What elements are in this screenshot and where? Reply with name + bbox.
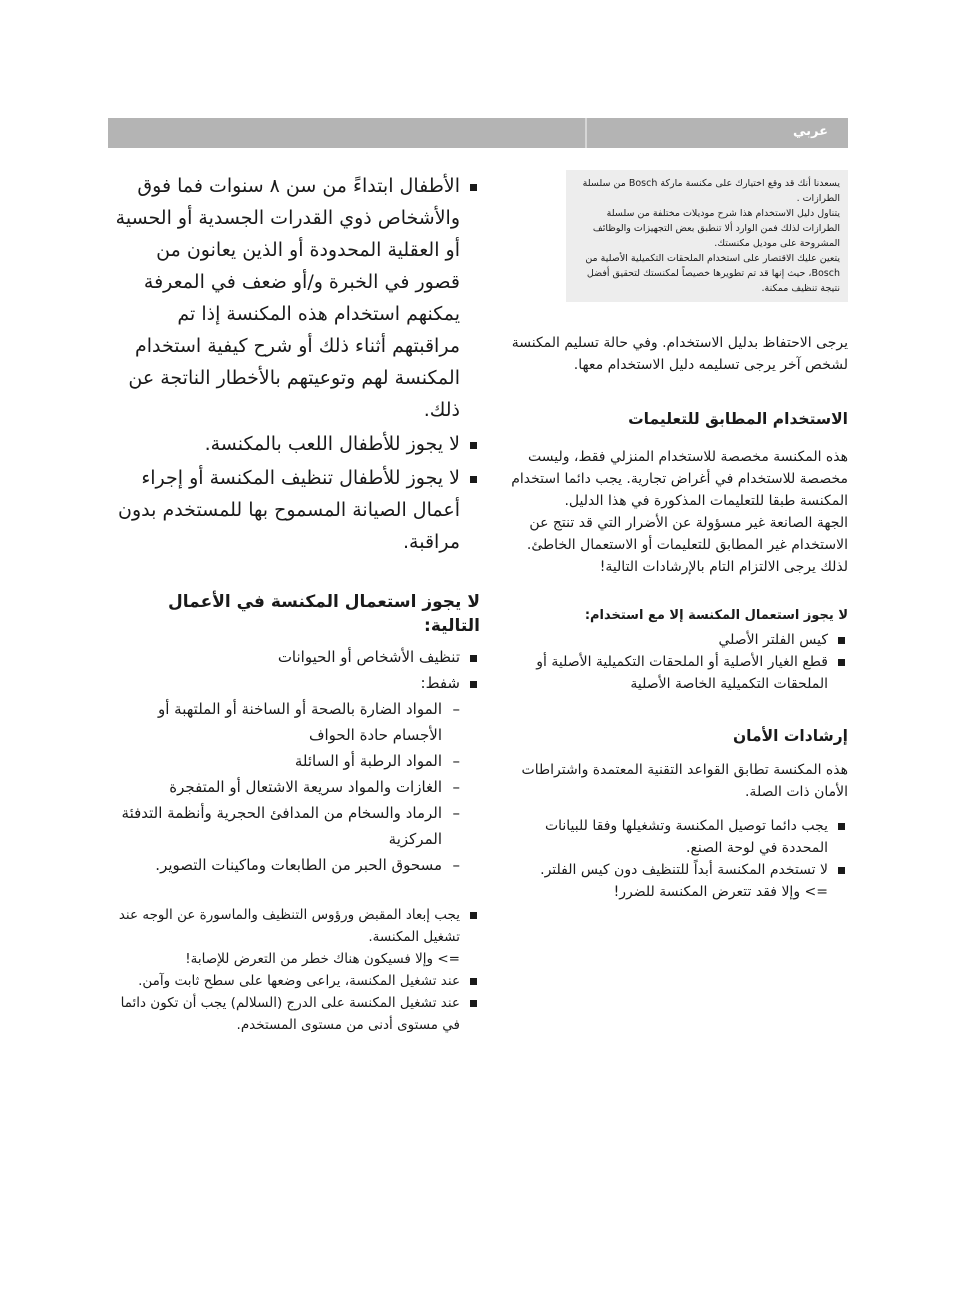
warning-note: => وإلا فقد تتعرض المكنسة للضرر! <box>613 884 828 900</box>
language-label: عربي <box>792 124 828 139</box>
intro-line: يتعين عليك الاقتصار على استخدام الملحقات التكميلية الأصلية من Bosch، حيث إنها قد تم تطويرها خصيصاً لمكنستك لتحقيق أفضل نتيجة تنظيف ممكنة. <box>585 253 840 294</box>
list-item-text: لا تستخدم المكنسة أبداً للتنظيف دون كيس الفلتر. <box>540 862 828 878</box>
left-column <box>115 170 480 1036</box>
list-item: لا يجوز للأطفال اللعب بالمكنسة. <box>115 428 480 460</box>
list-item: الأطفال ابتداءً من سن ٨ سنوات فما فوق والأشخاص ذوي القدرات الجسدية أو الحسية أو العقلية المحدودة أو الذين يعانون من قصور في الخبرة و/أو ضعف في المعرفة يمكنهم استخدام هذه المكنسة إذا تم مراقبتهم أثناء ذلك أو شرح كيفية استخدام المكنسة لهم وتوعيتهم بالأخطار الناتجة عن ذلك. <box>115 170 480 426</box>
list-item: تنظيف الأشخاص أو الحيوانات <box>115 644 480 670</box>
list-item: قطع الغيار الأصلية أو الملحقات التكميلية الأصلية أو الملحقات التكميلية الخاصة الأصلية <box>505 651 848 695</box>
list-item: كيس الفلتر الأصلي <box>505 629 848 651</box>
list-item <box>505 859 848 903</box>
warning-note: => وإلا فسيكون هناك خطر من التعرض للإصابة! <box>185 951 460 967</box>
only-with-heading: لا يجوز استعمال المكنسة إلا مع استخدام: <box>584 608 848 623</box>
operation-list <box>115 904 480 1036</box>
dash-item: – الغازات والمواد سريعة الاشتعال أو المتفجرة <box>115 774 460 800</box>
right-column <box>505 170 848 903</box>
liability-paragraph: الجهة الصانعة غير مسؤولة عن الأضرار التي قد تنتج عن الاستخدام غير المطابق للتعليمات أو الاستعمال الخاطئ. لذلك يرجى الالتزام التام بالإرشادات التالية! <box>526 515 848 575</box>
dash-item: – مسحوق الحبر من الطابعات وماكينات التصوير. <box>115 852 460 878</box>
dash-item: – الرماد والسخام من المدافئ الحجرية وأنظمة التدفئة المركزية <box>115 800 460 852</box>
prohibited-list <box>115 644 480 696</box>
list-item: عند تشغيل المكنسة على الدرج (السلالم) يجب أن تكون دائما في مستوى أدنى من مستوى المستخدم. <box>115 992 480 1036</box>
intended-use-paragraph: هذه المكنسة مخصصة للاستخدام المنزلي فقط، وليست مخصصة للاستخدام في أغراض تجارية. يجب دائما استخدام المكنسة طبقا للتعليمات المذكورة في هذا الدليل. <box>511 449 848 509</box>
list-item: يجب دائما توصيل المكنسة وتشغيلها وفقا للبيانات المحددة في لوحة الصنع. <box>505 815 848 859</box>
intro-line: يسعدنا أنك قد وقع اختيارك على مكنسة ماركة Bosch من سلسلة الطرازات . <box>582 178 840 204</box>
list-item <box>115 904 480 970</box>
intro-box <box>566 170 848 302</box>
safety-paragraph: هذه المكنسة تطابق القواعد التقنية المعتمدة واشتراطات الأمان ذات الصلة. <box>521 762 848 800</box>
children-list <box>115 170 480 558</box>
list-item: لا يجوز للأطفال تنظيف المكنسة أو إجراء أعمال الصيانة المسموح بها للمستخدم بدون مراقبة. <box>115 462 480 558</box>
safety-heading: إرشادات الأمان <box>732 727 848 745</box>
keep-manual-paragraph: يرجى الاحتفاظ بدليل الاستخدام. وفي حالة تسليم المكنسة لشخص آخر يرجى تسليمه دليل الاستخدام معها. <box>511 335 848 373</box>
list-item: شفط: <box>115 670 480 696</box>
header-bar <box>108 118 848 148</box>
intended-use-heading: الاستخدام المطابق للتعليمات <box>628 410 848 428</box>
list-item-text: يجب إبعاد المقبض ورؤوس التنظيف والماسورة عن الوجه عند تشغيل المكنسة. <box>118 907 460 945</box>
list-item: عند تشغيل المكنسة، يراعى وضعها على سطح ثابت وآمن. <box>115 970 480 992</box>
suction-list <box>115 696 480 878</box>
only-with-list <box>505 629 848 695</box>
dash-item: – المواد الضارة بالصحة أو الساخنة أو الملتهبة أو الأجسام حادة الحواف <box>115 696 460 748</box>
header-divider <box>585 118 587 148</box>
intro-line: يتناول دليل الاستخدام هذا شرح موديلات مختلفة من سلسلة الطرازات لذلك فمن الوارد ألا تنطبق بعض التجهيزات والوظائف المشروحة على موديل مكنستك. <box>592 208 840 249</box>
dash-item: – المواد الرطبة أو السائلة <box>115 748 460 774</box>
prohibited-heading: لا يجوز استعمال المكنسة في الأعمال التالية: <box>168 592 480 636</box>
safety-list <box>505 815 848 903</box>
